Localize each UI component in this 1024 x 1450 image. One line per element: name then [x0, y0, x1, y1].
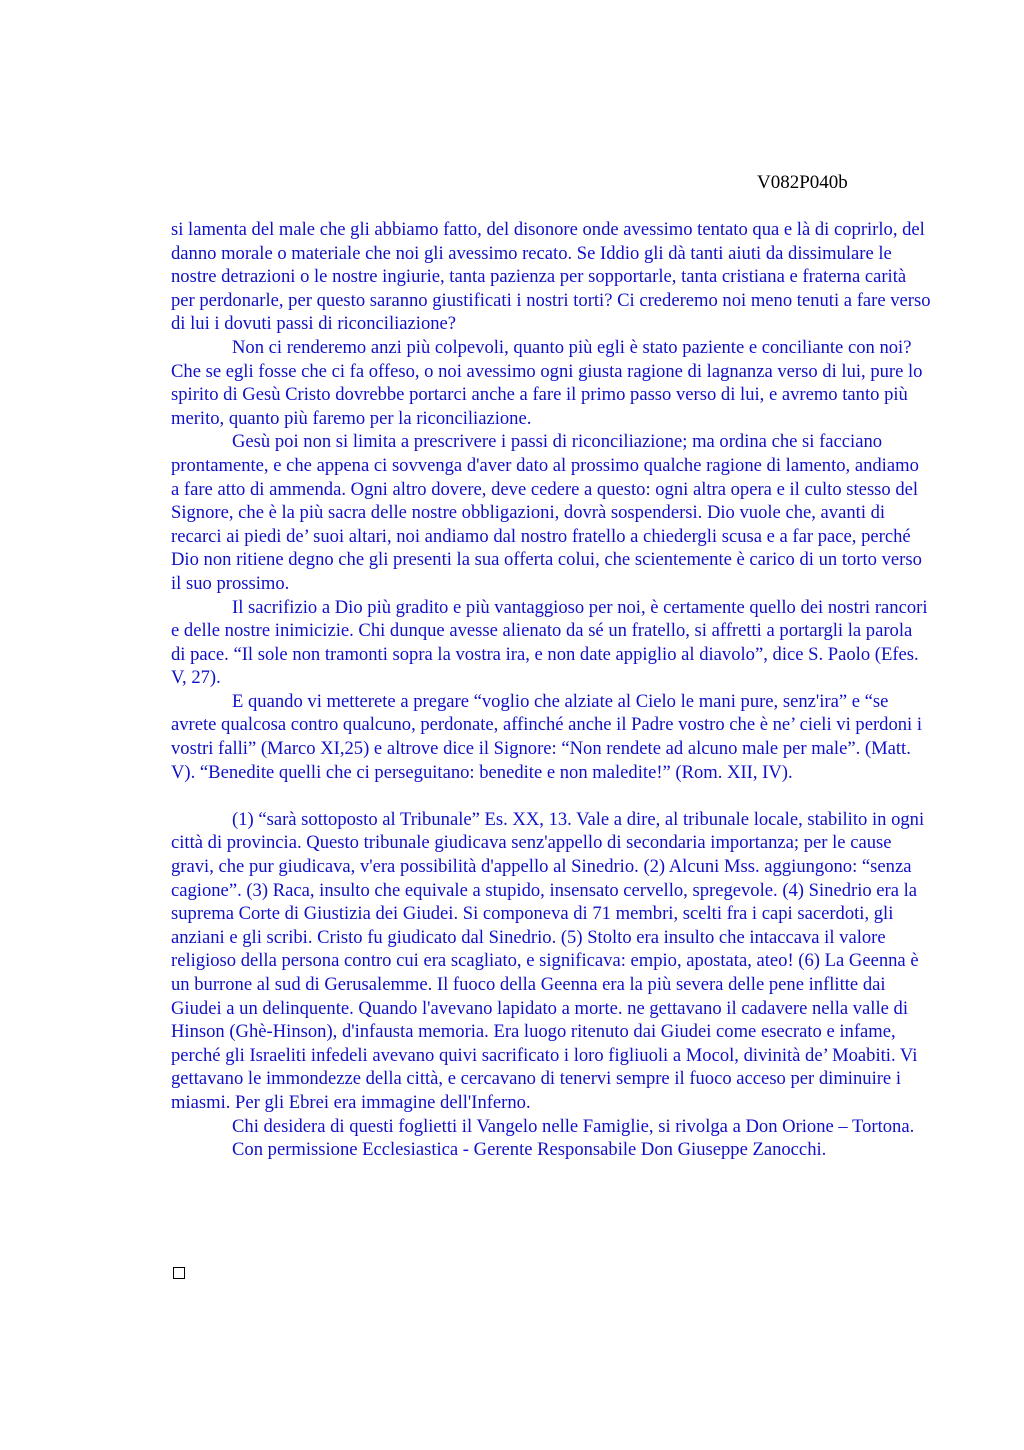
paragraph-2: Non ci renderemo anzi più colpevoli, quanto più egli è stato paziente e conciliante con noi? Che se egli fosse che ci fa offeso, o noi avessimo ogni giusta ragione di lagnanza verso di lui, pure lo spirito di Gesù Cristo dovrebbe portarci anche a fare il primo passo verso di lui, e avremo tanto più merito, quanto più faremo per la riconciliazione. [171, 336, 923, 429]
paragraph-3: Gesù poi non si limita a prescrivere i passi di riconciliazione; ma ordina che si facciano prontamente, e che appena ci sovvenga d'aver dato al prossimo qualche ragione di lamento, andiamo a fare atto di ammenda. Ogni altro dovere, deve cedere a questo: ogni altra opera e il culto stesso del Signore, che è la più sacra delle nostre obbligazioni, dovrà sospendersi. Dio vuole che, avanti di recarci ai piedi de’ suoi altari, noi andiamo dal nostro fratello a chiedergli scusa e a far pace, perché Dio non ritiene degno che gli presenti la sua offerta colui, che scientemente è carico di un torto verso il suo prossimo. [171, 431, 922, 594]
permission-note: Con permissione Ecclesiastica - Gerente Responsabile Don Giuseppe Zanocchi. [232, 1139, 827, 1161]
paragraph-4: Il sacrifizio a Dio più gradito e più vantaggioso per noi, è certamente quello dei nostri rancori e delle nostre inimicizie. Chi dunque avesse alienato da sé un fratello, si affretti a portargli la parola di pace. “Il sole non tramonti sopra la vostra ira, e non date appiglio al diavolo”, dice S. Paolo (Efes. V, 27). [171, 596, 928, 689]
footnotes: (1) “sarà sottoposto al Tribunale” Es. XX, 13. Vale a dire, al tribunale locale, stabilito in ogni città di provincia. Questo tribunale giudicava senz'appello di secondaria importanza; per le cause gravi, che pur giudicava, v'era possibilità d'appello al Sinedrio. (2) Alcuni Mss. aggiungono: “senza cagione”. (3) Raca, insulto che equivale a stupido, insensato cervello, spregevole. (4) Sinedrio era la suprema Corte di Giustizia dei Giudei. Si componeva di 71 membri, scelti fra i capi sacerdoti, gli anziani e gli scribi. Cristo fu giudicato dal Sinedrio. (5) Stolto era insulto che intaccava il valore religioso della persona contro cui era scagliato, e significava: empio, apostata, ateo! (6) La Geenna è un burrone al sud di Gerusalemme. Il fuoco della Geenna era la più severa delle pene inflitte dai Giudei a un delinquente. Quando l'avevano lapidato a morte. ne gettavano il cadavere nella valle di Hinson (Ghè-Hinson), d'infausta memoria. Era luogo ritenuto dai Giudei come esecrato e infame, perché gli Israeliti infedeli avevano quivi sacrificato i loro figliuoli a Mocol, divinità de’ Moabiti. Vi gettavano le immondezze della città, e cercavano di tenervi sempre il fuoco acceso per diminuire i miasmi. Per gli Ebrei era immagine dell'Inferno. [171, 808, 925, 1113]
page-code: V082P040b [757, 172, 848, 193]
contact-note: Chi desidera di questi foglietti il Vangelo nelle Famiglie, si rivolga a Don Orione – Tortona. [232, 1115, 915, 1137]
end-marker-box [173, 1267, 185, 1279]
paragraph-1: si lamenta del male che gli abbiamo fatto, del disonore onde avessimo tentato qua e là di coprirlo, del danno morale o materiale che noi gli avessimo recato. Se Iddio gli dà tanti aiuti da dissimulare le nostre detrazioni o le nostre ingiurie, tanta pazienza per sopportarle, tanta cristiana e fraterna carità per perdonarle, per questo saranno giustificati i nostri torti? Ci crederemo noi meno tenuti a fare verso di lui i dovuti passi di riconciliazione? [171, 219, 931, 335]
document-body [171, 218, 931, 1162]
paragraph-5: E quando vi metterete a pregare “voglio che alziate al Cielo le mani pure, senz'ira” e “se avrete qualcosa contro qualcuno, perdonate, affinché anche il Padre vostro che è ne’ cieli vi perdoni i vostri falli” (Marco XI,25) e altrove dice il Signore: “Non rendete ad alcuno male per male”. (Matt. V). “Benedite quelli che ci perseguitano: benedite e non maledite!” (Rom. XII, IV). [171, 690, 923, 783]
